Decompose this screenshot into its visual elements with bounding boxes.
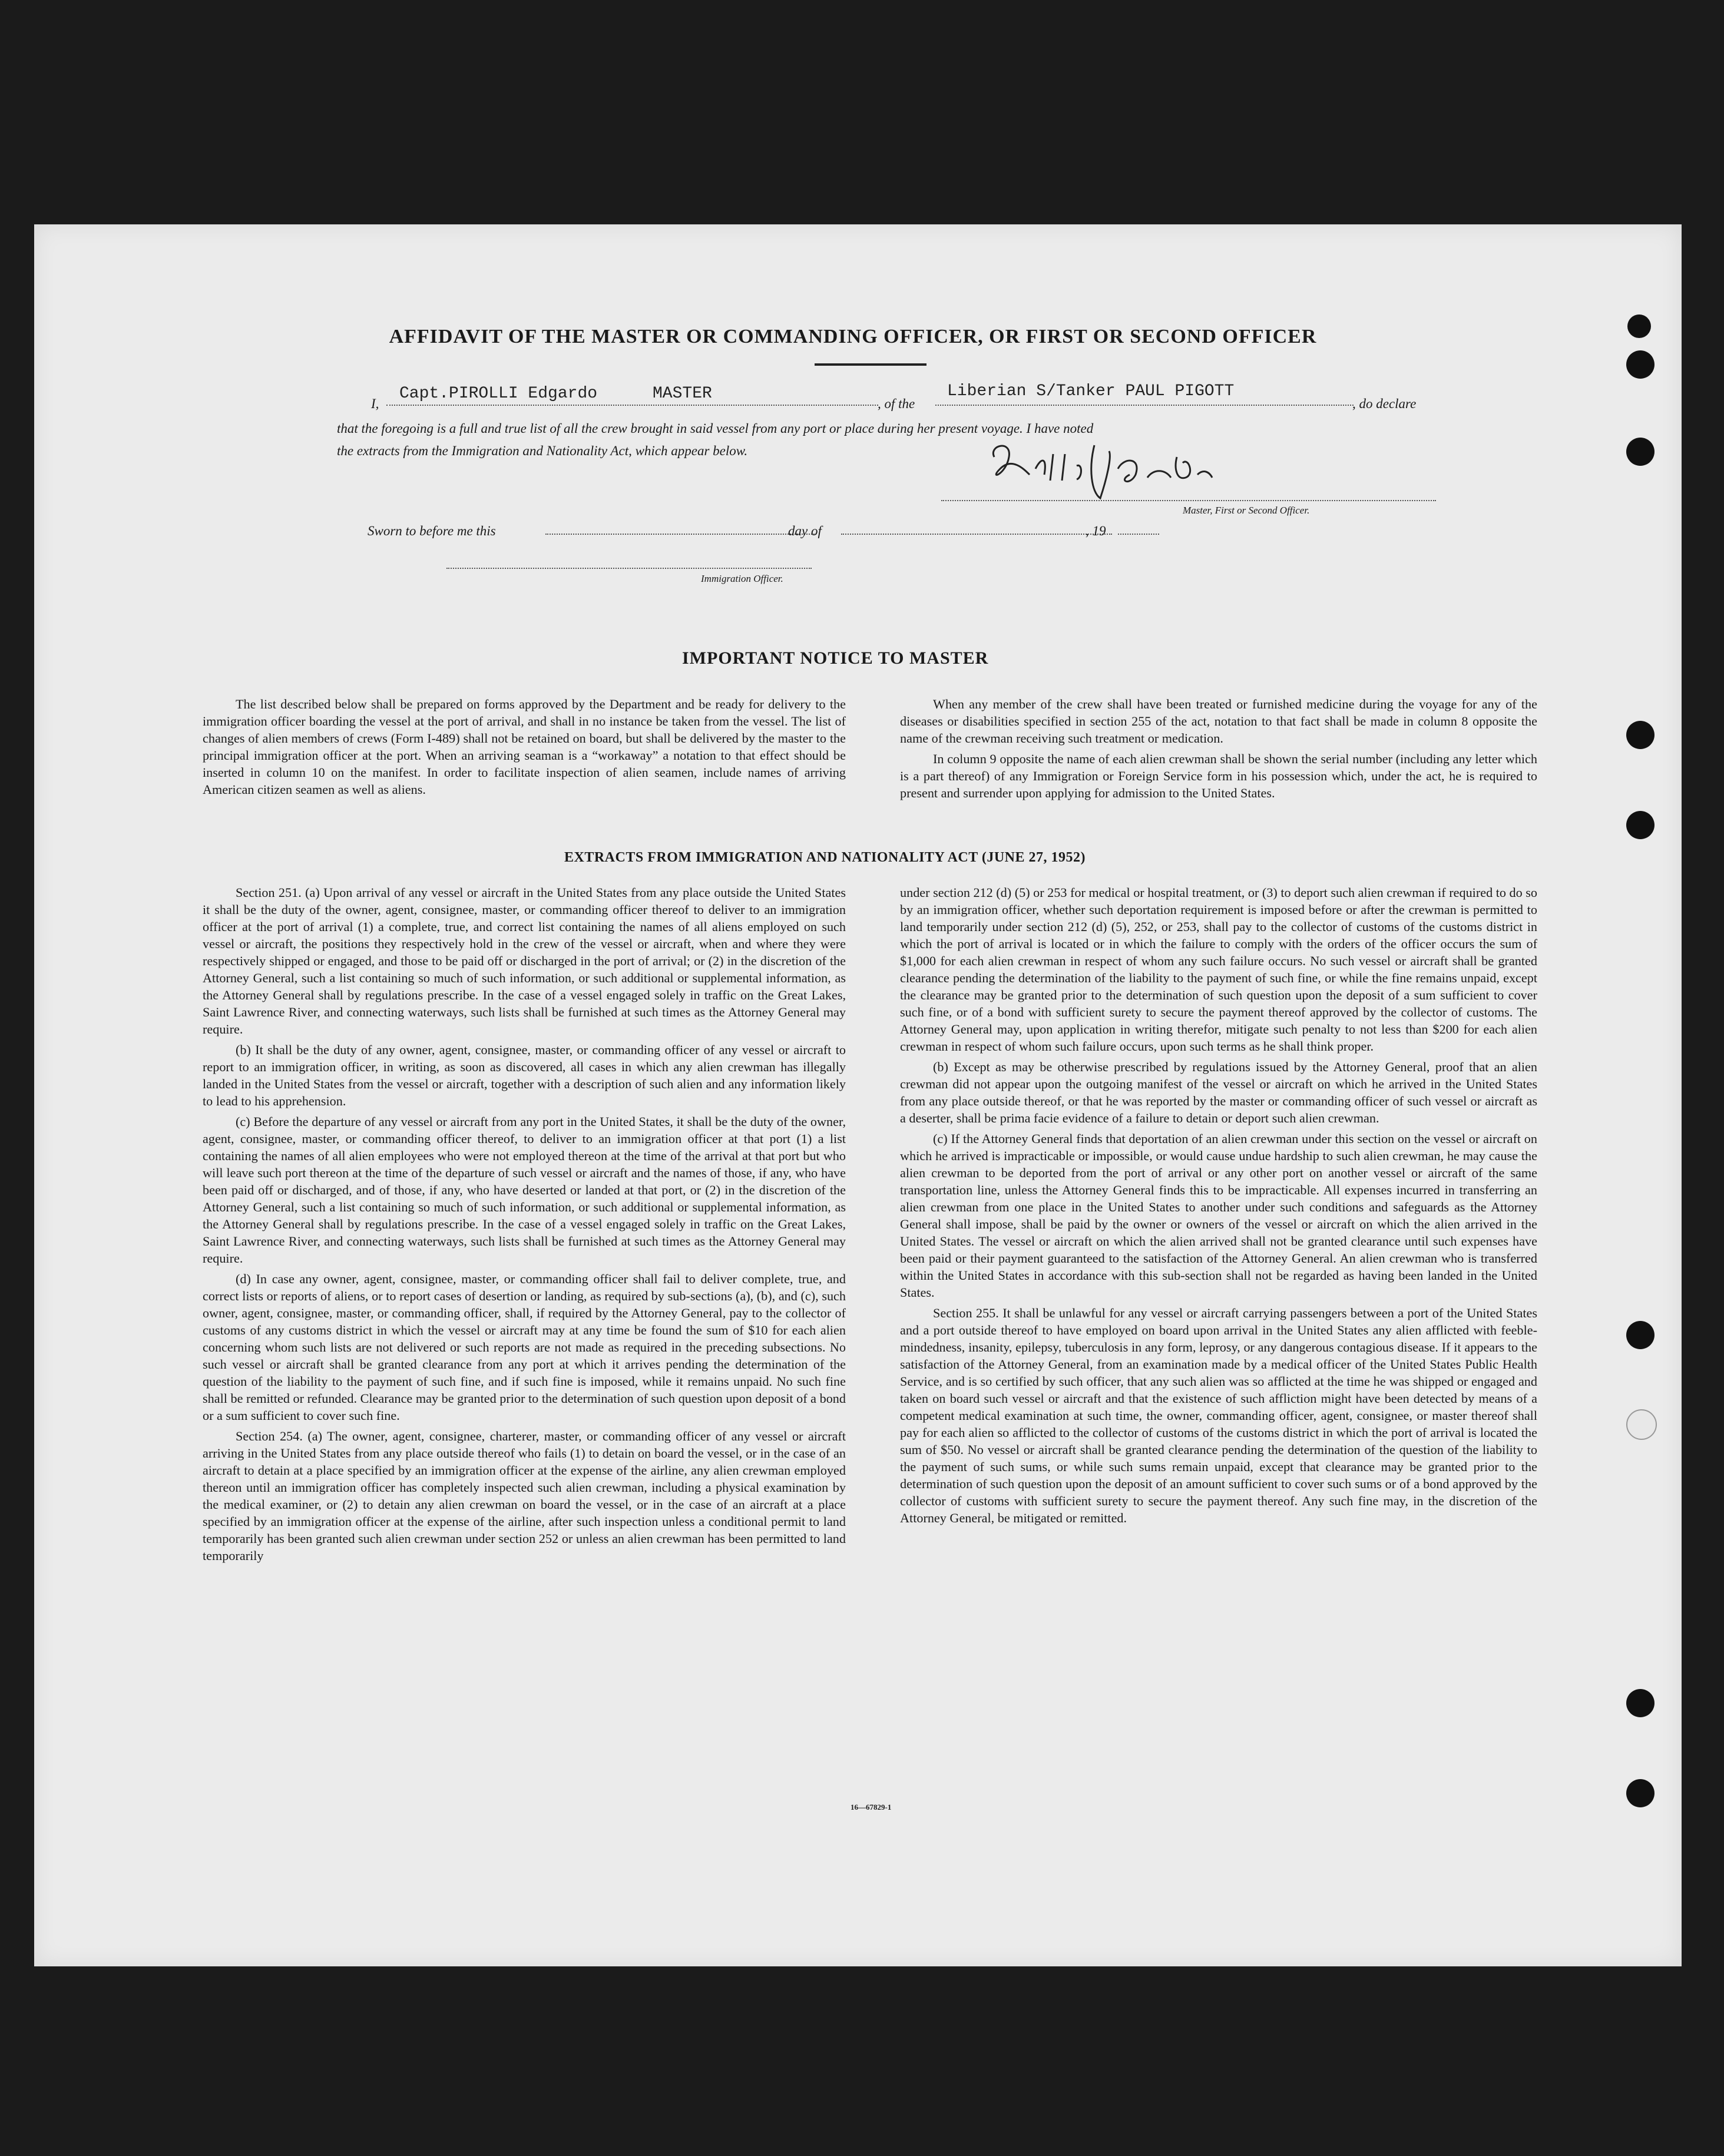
- punch-hole: [1626, 1779, 1654, 1807]
- affidavit-i: I,: [371, 396, 379, 411]
- notice-paragraph: In column 9 opposite the name of each alien crewman shall be shown the serial number (including any letter which is a part thereof) of any Immigration or Foreign Service form in his possession which, under the act, he is required to present and surrender upon applying for admission to the United States.: [900, 751, 1537, 800]
- punch-hole: [1627, 314, 1651, 338]
- affidavit-text-line-2: that the foregoing is a full and true list of all the crew brought in said vessel from any port or place during her present voyage. I have noted: [337, 421, 1094, 436]
- act-paragraph: Section 254. (a) The owner, agent, consignee, charterer, master, or commanding officer of any vessel or aircraft arriving in the United States from any place outside thereof who fails (1) to detain on board the vessel, or in the case of an aircraft to detain at a place specified by an immigration officer at the expense of the airline, any alien crewman employed thereon until an immigration officer has completely inspected such alien crewman, including a physical examination by the medical examiner, or (2) to detain any alien crewman on board the vessel, or in the case of an aircraft at a place specified by an immigration officer at the expense of the airline, after such inspection unless a conditional permit to land temporarily has been granted such alien crewman under section 252 or unless an alien crewman has been permitted to land temporarily: [203, 1429, 846, 1563]
- notice-paragraph: The list described below shall be prepared on forms approved by the Department and be ready for delivery to the immigration officer boarding the vessel at the port of arrival, and shall in no instance be taken from the vessel. The list of changes of alien members of crews (Form I-489) shall not be retained on board, but shall be delivered by the master to the principal immigration officer at the port. When an arriving seaman is a “workaway” a notation to that effect should be inserted in column 10 on the manifest. In order to facilitate inspection of alien seamen, include names of arriving American citizen seamen as well as aliens.: [203, 697, 846, 797]
- sworn-year-dotted-line: [1118, 534, 1159, 535]
- master-name-value: Capt.PIROLLI Edgardo: [399, 385, 598, 403]
- punch-hole: [1626, 350, 1654, 379]
- affidavit-of-the: , of the: [878, 396, 915, 411]
- affidavit-title: AFFIDAVIT OF THE MASTER OR COMMANDING OFFICER, OR FIRST OR SECOND OFFICER: [389, 326, 1317, 347]
- act-paragraph: Section 255. It shall be unlawful for any vessel or aircraft carrying passengers between a port of the United States and a port outside thereof to have employed on board upon arrival in the United States any alien afflicted with feeble-mindedness, insanity, epilepsy, tuberculosis in any form, leprosy, or any dangerous contagious disease. If it appears to the satisfaction of the Attorney General, from an examination made by a medical officer of the United States Public Health Service, and is so certified by such officer, that any such alien was so afflicted at the time he was shipped or engaged and taken on board such vessel or aircraft and that the existence of such affliction might have been detected by means of a competent medical examination at such time, the owner, commanding officer, agent, consignee, or master thereof shall pay for each alien so afflicted to the collector of customs of the customs district in which the port of arrival is located the sum of $50. No vessel or aircraft shall be granted clearance pending the determination of the question of the liability to the payment of such sums, or while such sums remain unpaid, except that clearance may be granted prior to the determination of such question upon the deposit of an amount sufficient to cover such sums or of a bond approved by the collector of customs with sufficient surety to secure the payment thereof. Any such fine may, in the discretion of the Attorney General, be mitigated or remitted.: [900, 1306, 1537, 1525]
- notice-left-column: [203, 696, 846, 802]
- affidavit-text-line-3: the extracts from the Immigration and Nationality Act, which appear below.: [337, 443, 748, 458]
- punch-hole: [1626, 721, 1654, 749]
- officer-caption: Immigration Officer.: [701, 573, 783, 584]
- punch-hole: [1626, 438, 1654, 466]
- extracts-title: EXTRACTS FROM IMMIGRATION AND NATIONALITY ACT (JUNE 27, 1952): [564, 850, 1086, 865]
- punch-hole: [1626, 811, 1654, 839]
- signature-dotted-line: [941, 500, 1436, 501]
- act-left-column: [203, 884, 846, 1568]
- act-paragraph: (b) Except as may be otherwise prescribed by regulations issued by the Attorney General, proof that an alien crewman did not appear upon the outgoing manifest of the vessel or aircraft on which he arrived in the United States from any place outside thereof, or that he was reported by the master or commanding officer of such vessel or aircraft as a deserter, shall be prima facie evidence of a failure to detain or deport such alien crewman.: [900, 1059, 1537, 1125]
- form-number: 16—67829-1: [851, 1803, 892, 1811]
- act-paragraph: Section 251. (a) Upon arrival of any vessel or aircraft in the United States from any place outside the United States it shall be the duty of the owner, agent, consignee, master, or commanding officer thereof to deliver to an immigration officer at the port of arrival (1) a complete, true, and correct list containing the names of all aliens employed on such vessel or aircraft, the positions they respectively hold in the crew of the vessel or aircraft, when and where they were respectively shipped or engaged, and those to be paid off or discharged in the port of arrival; or (2) in the discretion of the Attorney General, such a list containing so much of such information, or such additional or supplemental information, as the Attorney General shall by regulations prescribe. In the case of a vessel engaged solely in traffic on the Great Lakes, Saint Lawrence River, and connecting waterways, such lists shall be furnished at such times as the Attorney General may require.: [203, 885, 846, 1036]
- act-paragraph: (c) If the Attorney General finds that deportation of an alien crewman under this section on the vessel or aircraft on which he arrived is impracticable or impossible, or would cause undue hardship to such alien crewman, he may cause the alien crewman to be deported from the port of arrival or any other port on another vessel or aircraft of the same transportation line, unless the Attorney General finds this to be impracticable. All expenses incurred in transferring an alien crewman from one place in the United States to another under such conditions and safeguards as the Attorney General shall impose, shall be paid by the owner or owners of the vessel or aircraft on which the alien arrived in the United States. The vessel or aircraft on which the alien arrived shall not be granted clearance until such expenses have been paid or their payment guaranteed to the satisfaction of the Attorney General. An alien crewman who is transferred within the United States in accordance with this sub-section shall not be regarded as having been landed in the United States.: [900, 1131, 1537, 1300]
- vessel-dotted-line: [935, 405, 1354, 406]
- master-rank-value: MASTER: [653, 385, 712, 403]
- signature-caption: Master, First or Second Officer.: [1183, 505, 1310, 516]
- year-label: , 19: [1086, 524, 1106, 538]
- notice-right-column: [900, 696, 1537, 805]
- act-paragraph: (d) In case any owner, agent, consignee, master, or commanding officer shall fail to deliver complete, true, and correct lists or reports of aliens, or to report cases of desertion or landing, as required by sub-sections (a), (b), and (c), such owner, agent, consignee, master, or commanding officer, shall, if required by the Attorney General, pay to the collector of customs of any customs district in which the vessel or aircraft may at any time be found the sum of $10 for each alien concerning whom such lists are not delivered or such reports are not made as required in the preceding subsections. No such vessel or aircraft shall be granted clearance from any port at which it arrives pending the determination of the question of the liability to the payment of such fine, and if such fine is imposed, while it remains unpaid. No such fine shall be remitted or refunded. Clearance may be granted prior to the determination of such question upon deposit of a bond or a sum sufficient to cover such fine.: [203, 1271, 846, 1423]
- officer-dotted-line: [446, 568, 812, 569]
- act-right-column: [900, 884, 1537, 1530]
- punch-hole: [1626, 1321, 1654, 1349]
- vessel-value: Liberian S/Tanker PAUL PIGOTT: [947, 382, 1235, 400]
- name-dotted-line: [386, 405, 878, 406]
- day-of-label: day of: [788, 524, 822, 538]
- act-paragraph: (b) It shall be the duty of any owner, agent, consignee, master, or commanding officer of any vessel or aircraft to report to an immigration officer, in writing, as soon as discovered, all cases in which any alien crewman has illegally landed in the United States from the vessel or aircraft, together with a description of such alien and any information likely to lead to his apprehension.: [203, 1042, 846, 1108]
- affidavit-do-declare: , do declare: [1352, 396, 1417, 411]
- punch-hole: [1626, 1409, 1657, 1440]
- act-paragraph: under section 212 (d) (5) or 253 for medical or hospital treatment, or (3) to deport such alien crewman if required to do so by an immigration officer, whether such deportation requirement is imposed before or after the crewman is permitted to land temporarily under section 212 (d) (5), 252, or 253, shall pay to the collector of customs of the customs district in which the port of arrival is located or in which the failure to comply with the orders of the officer occurs the sum of $1,000 for each alien crewman in respect of whom any such failure occurs. No such vessel or aircraft shall be granted clearance pending the determination of the liability to the payment of such fine, or while the fine remains unpaid, except the clearance may be granted prior to the determination of such question upon the deposit of a sum sufficient to cover such fine, or of a bond with sufficient surety to secure the payment thereof approved by the collector of customs. The Attorney General may, upon application in writing therefor, mitigate such penalty to not less than $200 for each alien crewman in respect of whom such failure occurs, upon such terms as he shall think proper.: [900, 885, 1537, 1054]
- act-paragraph: (c) Before the departure of any vessel or aircraft from any port in the United States, it shall be the duty of the owner, agent, consignee, master, or commanding officer thereof, to deliver to an immigration officer at that port (1) a list containing the names of all alien employees who were not employed thereon at the time of the arrival at that port but who will leave such port thereon at the time of the departure of such vessel or aircraft and the names of those, if any, who have been paid off or discharged, and of those, if any, who have deserted or landed at that port, or (2) in the discretion of the Attorney General, such a list containing so much of such information, or such additional or supplemental information, as the Attorney General shall by regulations prescribe. In the case of a vessel engaged solely in traffic on the Great Lakes, Saint Lawrence River, and connecting waterways, such lists shall be furnished at such times as the Attorney General may require.: [203, 1114, 846, 1266]
- notice-title: IMPORTANT NOTICE TO MASTER: [682, 648, 989, 668]
- document-page: [34, 224, 1682, 1966]
- title-rule: [815, 363, 926, 366]
- sworn-month-dotted-line: [841, 534, 1112, 535]
- sworn-day-dotted-line: [545, 534, 816, 535]
- sworn-label: Sworn to before me this: [368, 524, 496, 538]
- notice-paragraph: When any member of the crew shall have been treated or furnished medicine during the voyage for any of the diseases or disabilities specified in section 255 of the act, notation to that fact shall be made in column 8 opposite the name of the crewman receiving such treatment or medication.: [900, 697, 1537, 746]
- punch-hole: [1626, 1689, 1654, 1717]
